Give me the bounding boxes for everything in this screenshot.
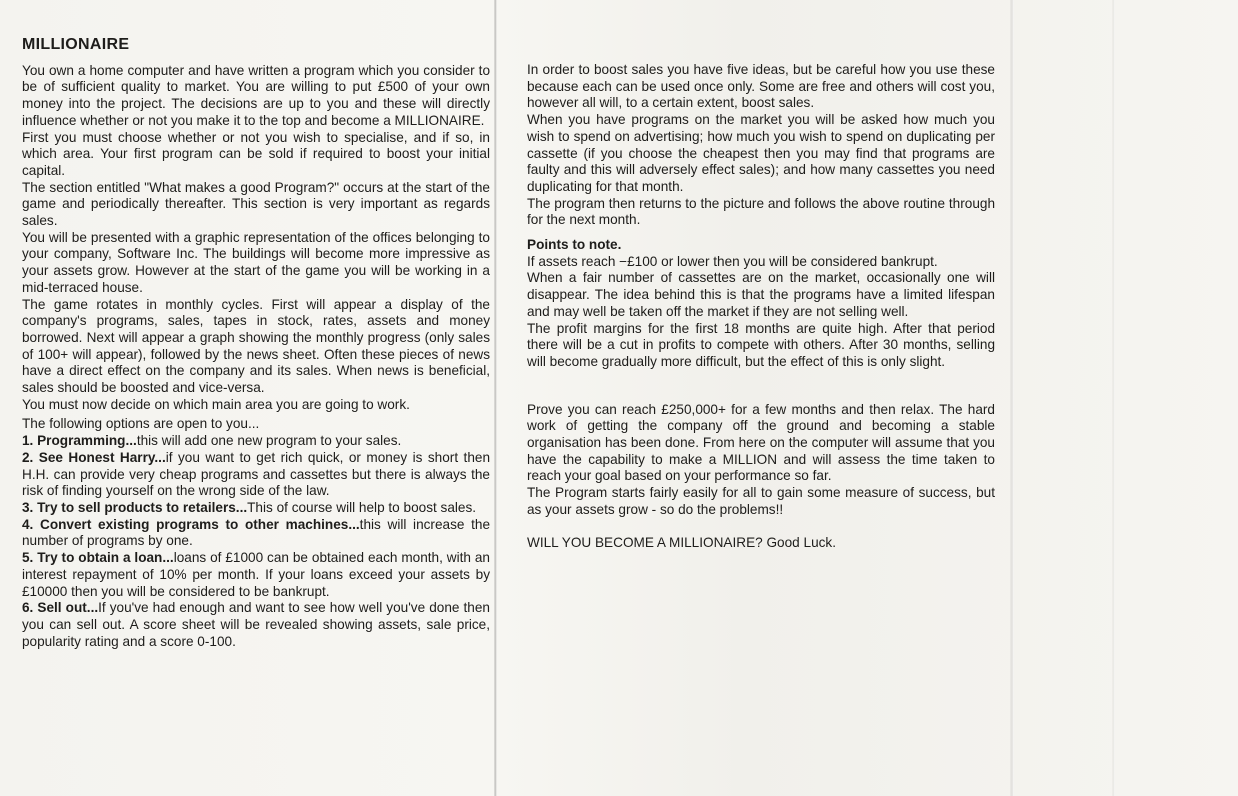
paragraph: If assets reach −£100 or lower then you will be considered bankrupt.	[527, 253, 938, 269]
sign-off: WILL YOU BECOME A MILLIONAIRE? Good Luck.	[527, 534, 836, 550]
spacer	[527, 371, 995, 402]
paragraph: The program then returns to the picture and follows the above routine through for the next month.	[527, 195, 995, 228]
page-fold	[494, 0, 497, 796]
option-item	[22, 500, 490, 517]
paragraph: You own a home computer and have written a program which you consider to be of sufficient quality to market. You are willing to put £500 of your own money into the project. The decisions are up to you and these will directly influence whether or not you make it to the top and become a MILLIONAIRE.	[22, 62, 490, 128]
paragraph: The game rotates in monthly cycles. First will appear a display of the company's programs, sales, tapes in stock, rates, assets and money borrowed. Next will appear a graph showing the monthly progress (only sales of 100+ will appear), followed by the news sheet. Often these pieces of news have a direct effect on the company and its sales. When news is beneficial, sales should be boosted and vice-versa.	[22, 296, 490, 396]
option-item	[22, 433, 490, 450]
option-label: 1. Programming...	[22, 433, 137, 449]
option-label: 6. Sell out...	[22, 600, 99, 616]
points-heading: Points to note.	[527, 237, 622, 253]
option-item	[22, 450, 490, 500]
option-label: 2. See Honest Harry...	[22, 449, 166, 465]
page-fold	[1112, 0, 1115, 796]
paragraph: First you must choose whether or not you wish to specialise, and if so, in which area. Your first program can be sold if required to boost your initial capital.	[22, 129, 490, 178]
paragraph: You will be presented with a graphic representation of the offices belonging to your company, Software Inc. The buildings will become more impressive as your assets grow. However at the start of the game you will be working in a mid-terraced house.	[22, 229, 490, 295]
paragraph: Prove you can reach £250,000+ for a few months and then relax. The hard work of getting the company off the ground and becoming a stable organisation has been done. From here on the computer will assume that you have the capability to make a MILLION and will assess the time taken to reach your goal based on your performance so far.	[527, 401, 995, 484]
right-column	[527, 62, 995, 551]
option-text: if you want to get rich quick, or money is short then H.H. can provide very cheap programs and cassettes but there is always the risk of finding yourself on the wrong side of the law.	[22, 449, 490, 499]
page-fold	[1010, 0, 1014, 796]
paragraph: The Program starts fairly easily for all to gain some measure of success, but as your assets grow - so do the problems!!	[527, 485, 995, 517]
spacer	[527, 519, 995, 535]
option-text: this will add one new program to your sales.	[136, 433, 402, 449]
paragraph: When you have programs on the market you will be asked how much you wish to spend on advertising; how much you wish to spend on duplicating per cassette (if you choose the cheapest then you may find that programs are faulty and this will adversely effect sales); and how many cassettes you need duplicating for that month.	[527, 112, 995, 194]
option-text: If you've had enough and want to see how well you've done then you can sell out. A score sheet will be revealed showing assets, sale price, popularity rating and a score 0-100.	[22, 600, 490, 649]
paragraph: In order to boost sales you have five ideas, but be careful how you use these because each can be used once only. Some are free and others will cost you, however all will, to a certain extent, boost sales.	[527, 62, 995, 111]
option-text: This of course will help to boost sales.	[247, 499, 477, 515]
option-item	[22, 517, 490, 550]
paragraph: The section entitled "What makes a good Program?" occurs at the start of the game and periodically thereafter. This section is very important as regards sales.	[22, 179, 490, 229]
page-title: MILLIONAIRE	[22, 36, 130, 53]
paragraph: You must now decide on which main area you are going to work.	[22, 396, 410, 412]
option-text: loans of £1000 can be obtained each month, with an interest repayment of 10% per month. If your loans exceed your assets by £10000 then you will be considered to be bankrupt.	[22, 550, 490, 599]
option-item	[22, 550, 490, 600]
options-intro: The following options are open to you...	[22, 416, 260, 432]
option-text: this will increase the number of programs by one.	[22, 516, 490, 549]
option-label: 5. Try to obtain a loan...	[22, 550, 174, 566]
paragraph: The profit margins for the first 18 months are quite high. After that period there will be a cut in profits to compete with others. After 30 months, selling will become gradually more difficult, but the effect of this is only slight.	[527, 320, 995, 369]
option-label: 3. Try to sell products to retailers...	[22, 499, 248, 515]
option-label: 4. Convert existing programs to other machines...	[22, 516, 360, 532]
left-column	[22, 37, 490, 650]
paragraph: When a fair number of cassettes are on the market, occasionally one will disappear. The idea behind this is that the programs have a limited lifespan and may well be taken off the market if they are not selling well.	[527, 270, 995, 319]
option-item	[22, 600, 490, 650]
